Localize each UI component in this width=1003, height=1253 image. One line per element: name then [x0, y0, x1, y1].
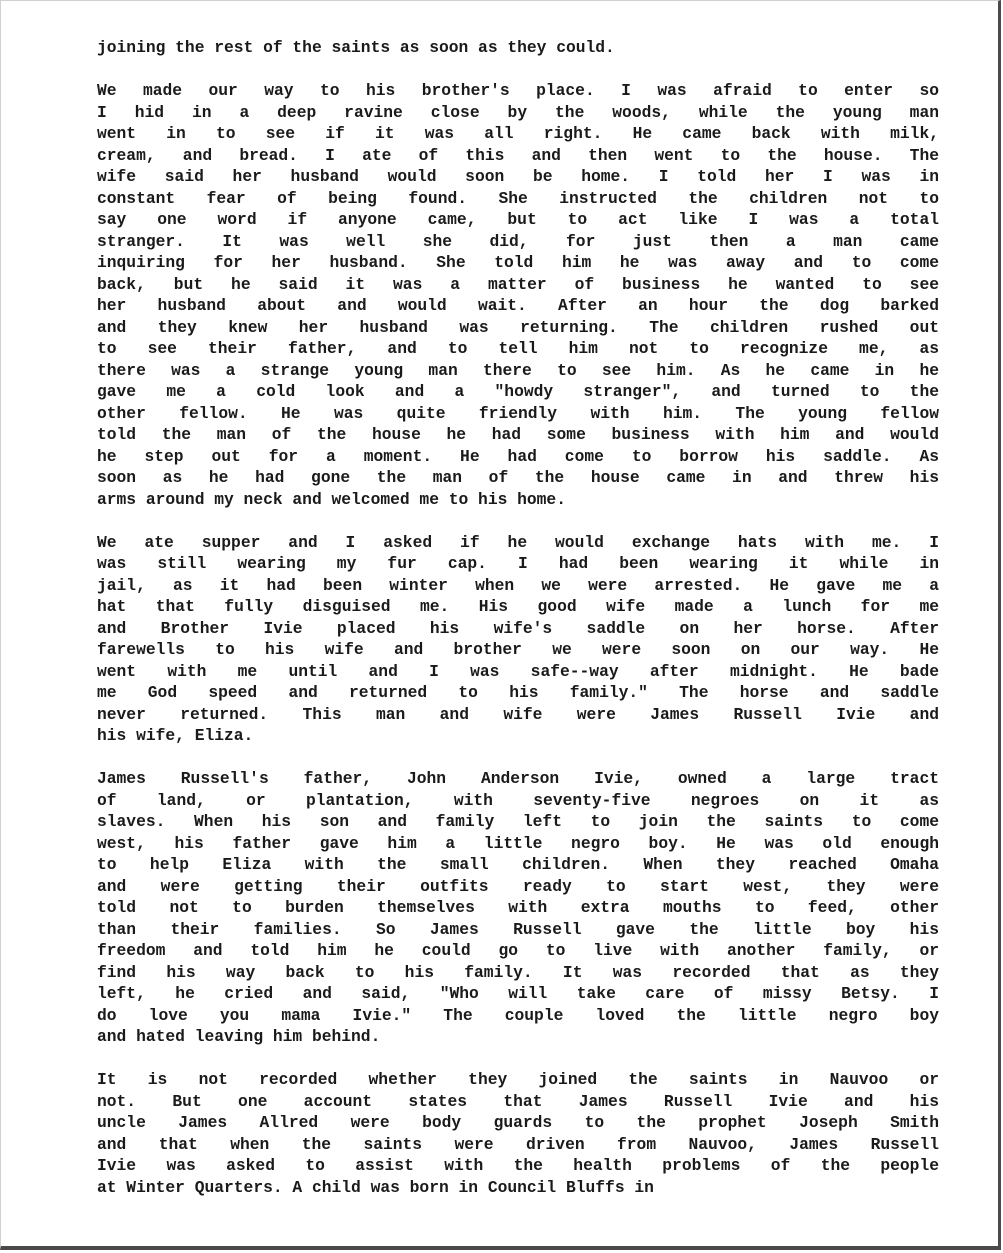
paragraph: [97, 80, 939, 510]
text-line: went with me until and I was safe--way after midnight. He bade: [97, 661, 939, 681]
text-line: say one word if anyone came, but to act like I was a total: [97, 210, 939, 229]
text-line: inquiring for her husband. She told him he was away and to come: [97, 253, 939, 272]
text-line: stranger. It was well she did, for just then a man came: [97, 231, 939, 251]
text-line: hat that fully disguised me. His good wife made a lunch for me: [97, 597, 939, 616]
text-line: to help Eliza with the small children. When they reached Omaha: [97, 855, 939, 874]
text-line: wife said her husband would soon be home. I told her I was in: [97, 167, 939, 186]
text-line: west, his father gave him a little negro boy. He was old enough: [97, 833, 939, 853]
text-line: not. But one account states that James Russell Ivie and his: [97, 1091, 939, 1111]
text-line: and were getting their outfits ready to start west, they were: [97, 876, 939, 896]
text-line: than their families. So James Russell gave the little boy his: [97, 919, 939, 939]
paragraph: [97, 37, 939, 59]
text-line: back, but he said it was a matter of business he wanted to see: [97, 274, 939, 294]
text-line: I hid in a deep ravine close by the woods, while the young man: [97, 102, 939, 122]
text-line: told not to burden themselves with extra mouths to feed, other: [97, 898, 939, 917]
text-line: cream, and bread. I ate of this and then went to the house. The: [97, 145, 939, 165]
text-line: her husband about and would wait. After an hour the dog barked: [97, 296, 939, 315]
text-line: other fellow. He was quite friendly with him. The young fellow: [97, 403, 939, 423]
text-line: James Russell's father, John Anderson Ivie, owned a large tract: [97, 769, 939, 788]
text-line: and that when the saints were driven from Nauvoo, James Russell: [97, 1134, 939, 1154]
text-line: there was a strange young man there to see him. As he came in he: [97, 360, 939, 380]
text-line: to see their father, and to tell him not to recognize me, as: [97, 339, 939, 358]
text-line: arms around my neck and welcomed me to his home.: [97, 489, 566, 509]
text-line: do love you mama Ivie." The couple loved the little negro boy: [97, 1005, 939, 1025]
text-line: left, he cried and said, "Who will take care of missy Betsy. I: [97, 984, 939, 1003]
typewritten-page: [97, 37, 939, 1220]
text-line: and Brother Ivie placed his wife's saddle on her horse. After: [97, 618, 939, 638]
text-line: We ate supper and I asked if he would exchange hats with me. I: [97, 532, 939, 552]
text-line: of land, or plantation, with seventy-five negroes on it as: [97, 790, 939, 810]
paragraph: [97, 768, 939, 1048]
text-line: at Winter Quarters. A child was born in Council Bluffs in: [97, 1177, 654, 1197]
text-line: gave me a cold look and a "howdy stranger", and turned to the: [97, 382, 939, 401]
text-line: Ivie was asked to assist with the health problems of the people: [97, 1156, 939, 1175]
text-line: find his way back to his family. It was recorded that as they: [97, 962, 939, 982]
text-line: joining the rest of the saints as soon as they could.: [97, 38, 615, 57]
text-line: his wife, Eliza.: [97, 726, 254, 745]
text-line: farewells to his wife and brother we were soon on our way. He: [97, 640, 939, 659]
text-line: told the man of the house he had some business with him and would: [97, 425, 939, 444]
text-line: was still wearing my fur cap. I had been wearing it while in: [97, 554, 939, 573]
text-line: me God speed and returned to his family." The horse and saddle: [97, 683, 939, 702]
text-line: soon as he had gone the man of the house came in and threw his: [97, 468, 939, 487]
paragraph: [97, 1069, 939, 1198]
text-line: and hated leaving him behind.: [97, 1027, 381, 1046]
text-line: It is not recorded whether they joined the saints in Nauvoo or: [97, 1070, 939, 1089]
text-line: uncle James Allred were body guards to the prophet Joseph Smith: [97, 1113, 939, 1132]
text-line: slaves. When his son and family left to join the saints to come: [97, 812, 939, 831]
text-line: freedom and told him he could go to live with another family, or: [97, 941, 939, 960]
text-line: never returned. This man and wife were James Russell Ivie and: [97, 704, 939, 724]
text-line: he step out for a moment. He had come to borrow his saddle. As: [97, 446, 939, 466]
text-line: jail, as it had been winter when we were arrested. He gave me a: [97, 575, 939, 595]
text-line: We made our way to his brother's place. I was afraid to enter so: [97, 81, 939, 100]
text-line: went in to see if it was all right. He came back with milk,: [97, 124, 939, 143]
text-line: and they knew her husband was returning. The children rushed out: [97, 317, 939, 337]
paragraph: [97, 532, 939, 747]
text-line: constant fear of being found. She instructed the children not to: [97, 188, 939, 208]
